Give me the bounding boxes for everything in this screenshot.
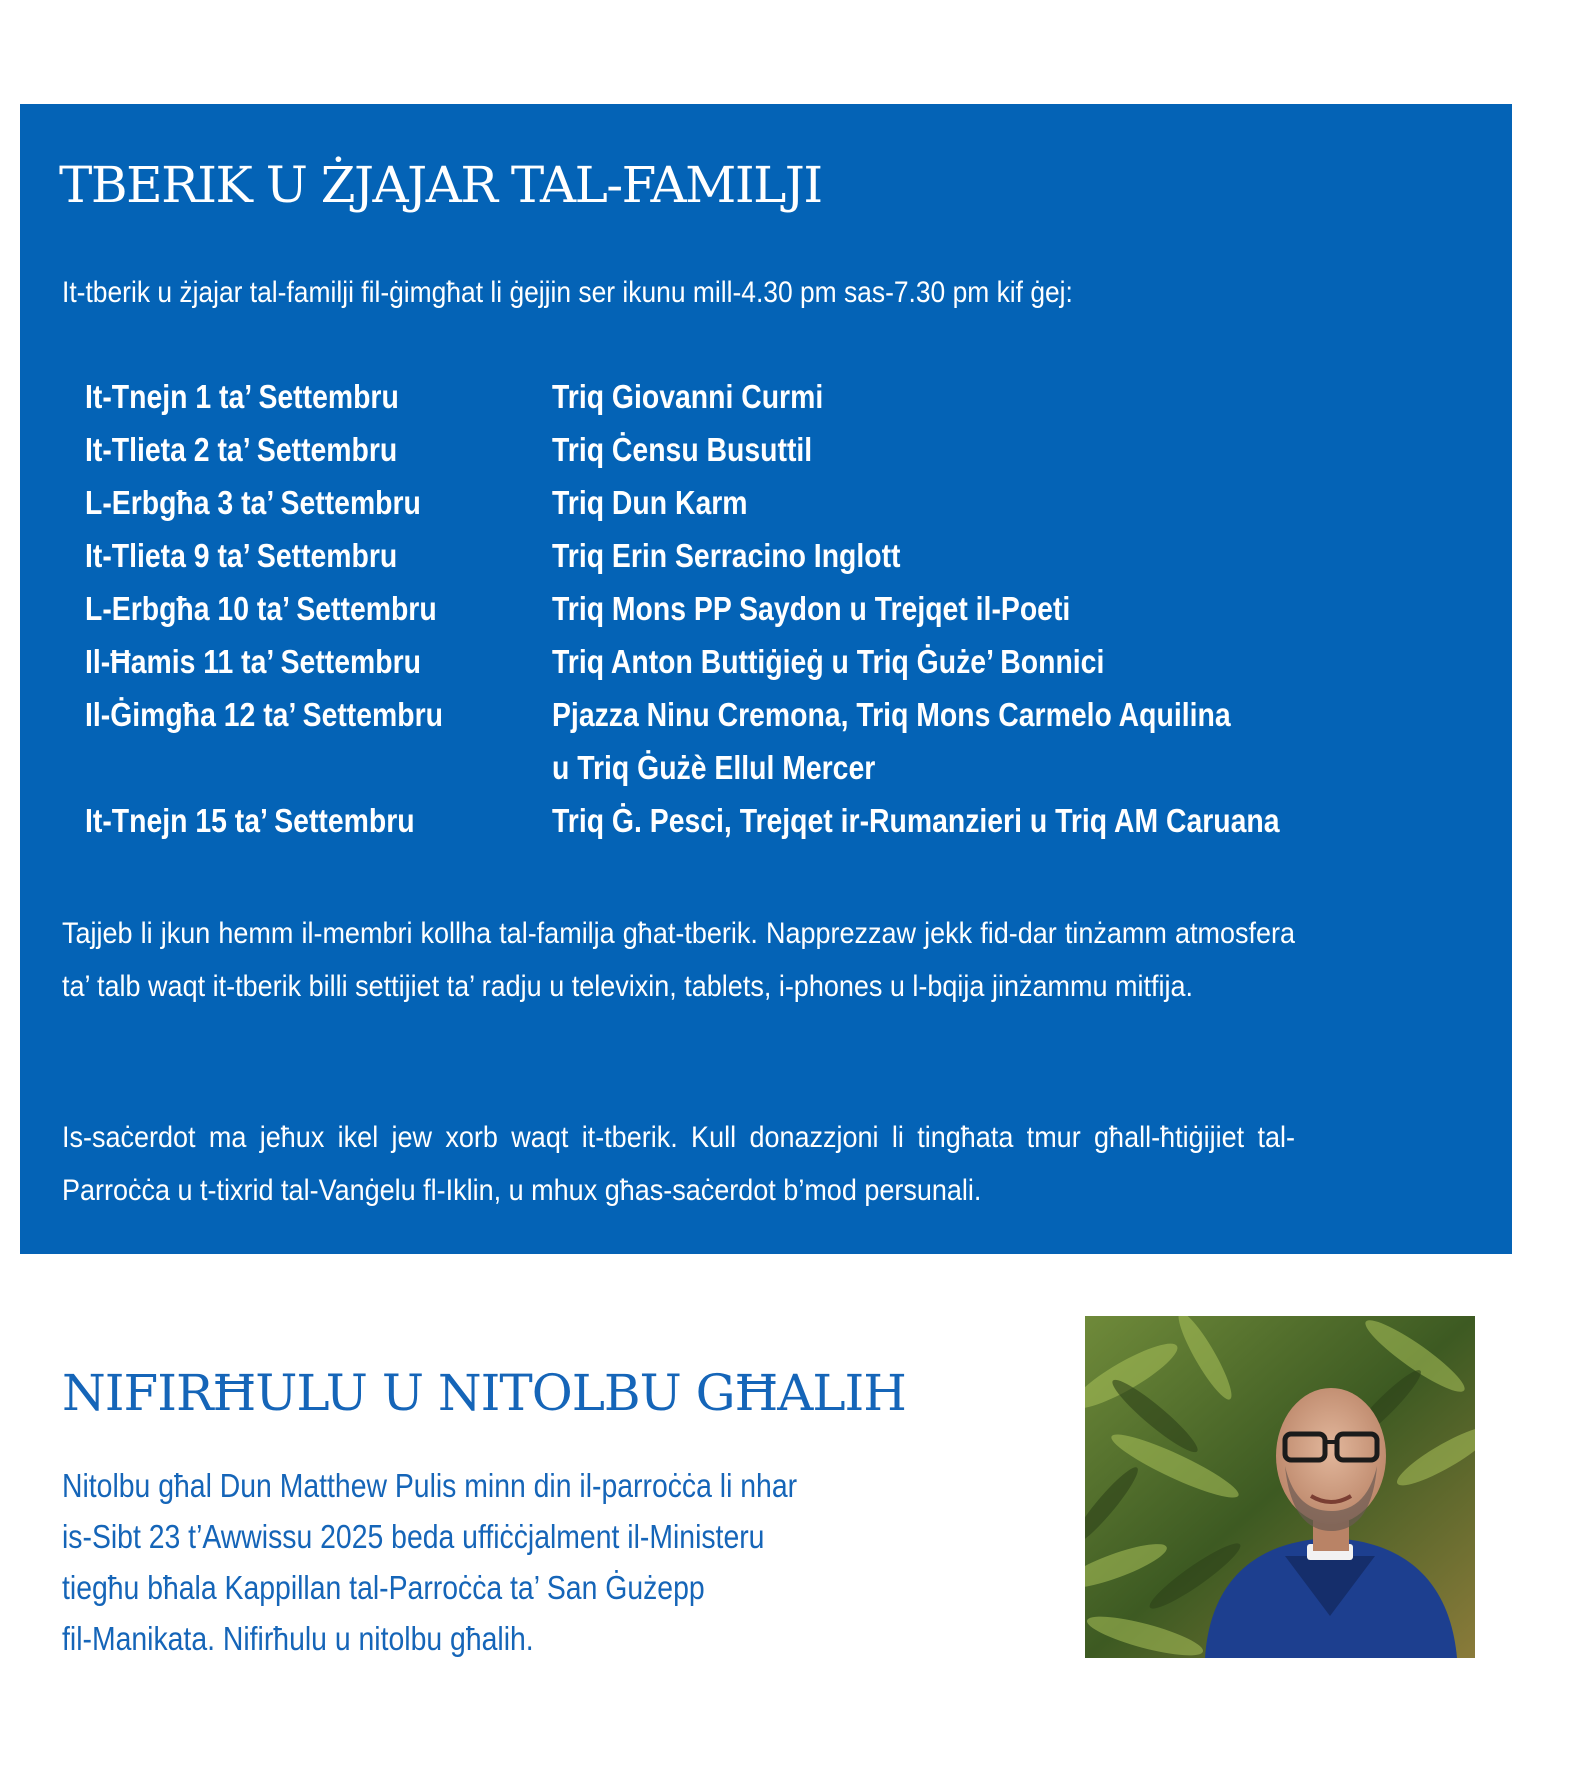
schedule-date: It-Tnejn 1 ta’ Settembru [85,378,399,415]
text-line: tiegħu bħala Kappillan tal-Parroċċa ta’ San Ġużepp [62,1569,705,1606]
schedule-streets: Triq Erin Serracino Inglott [552,537,901,574]
intro-text: It-tberik u żjajar tal-familji fil-ġimgħat li ġejjin ser ikunu mill-4.30 pm sas-7.30 pm kif ġej: [62,276,1073,309]
announcement-panel [20,104,1512,1254]
schedule-streets: Triq Ċensu Busuttil [552,431,813,468]
schedule-date [85,741,552,794]
schedule-row [85,476,1485,529]
schedule-date: It-Tlieta 2 ta’ Settembru [85,431,398,468]
schedule-date: It-Tnejn 15 ta’ Settembru [85,802,415,839]
schedule-date: It-Tlieta 9 ta’ Settembru [85,537,398,574]
family-paragraph: Tajjeb li jkun hemm il-membri kollha tal-familja għat-tberik. Napprezzaw jekk fid-dar tinżamm atmosfera ta’ talb waqt it-tberik billi settijiet ta’ radju u televixin, tablets, i-phones u l-bqija jinżammu mitfija. [62,917,1295,1003]
panel-title: TBERIK U ŻJAJAR TAL-FAMILJI [59,156,822,214]
schedule-streets: Triq Mons PP Saydon u Trejqet il-Poeti [552,590,1071,627]
schedule-streets: Triq Dun Karm [552,484,748,521]
schedule-streets: Triq Ġ. Pesci, Trejqet ir-Rumanzieri u Triq AM Caruana [552,802,1280,839]
text-line: Nitolbu għal Dun Matthew Pulis minn din il-parroċċa li nhar [62,1467,798,1504]
schedule-date: L-Erbgħa 3 ta’ Settembru [85,484,421,521]
donation-paragraph: Is-saċerdot ma jeħux ikel jew xorb waqt it-tberik. Kull donazzjoni li tingħata tmur għall-ħtiġijiet tal-Parroċċa u t-tixrid tal-Vanġelu fl-Iklin, u mhux għas-saċerdot b’mod persunali. [62,1121,1295,1207]
text-line: fil-Manikata. Nifirħulu u nitolbu għalih. [62,1620,534,1657]
schedule-row [85,423,1485,476]
schedule-row [85,794,1485,847]
schedule-streets: Triq Anton Buttiġieġ u Triq Ġuże’ Bonnici [552,643,1105,680]
schedule-row [85,529,1485,582]
priest-photo [1085,1316,1475,1658]
schedule-date: Il-Ħamis 11 ta’ Settembru [85,643,421,680]
text-line: is-Sibt 23 t’Awwissu 2025 beda uffiċċjalment il-Ministeru [62,1518,765,1555]
schedule-row [85,582,1485,635]
congratulations-title: NIFIRĦULU U NITOLBU GĦALIH [62,1364,906,1422]
schedule-date: L-Erbgħa 10 ta’ Settembru [85,590,437,627]
schedule-row [85,370,1485,423]
schedule-streets: u Triq Ġużè Ellul Mercer [552,749,876,786]
schedule-streets: Pjazza Ninu Cremona, Triq Mons Carmelo Aquilina [552,696,1231,733]
schedule-streets: Triq Giovanni Curmi [552,378,824,415]
schedule-date: Il-Ġimgħa 12 ta’ Settembru [85,696,444,733]
schedule-row [85,635,1485,688]
congratulations-text [62,1460,797,1664]
schedule-row [85,688,1485,741]
schedule-list [85,370,1485,847]
schedule-row [85,741,1485,794]
